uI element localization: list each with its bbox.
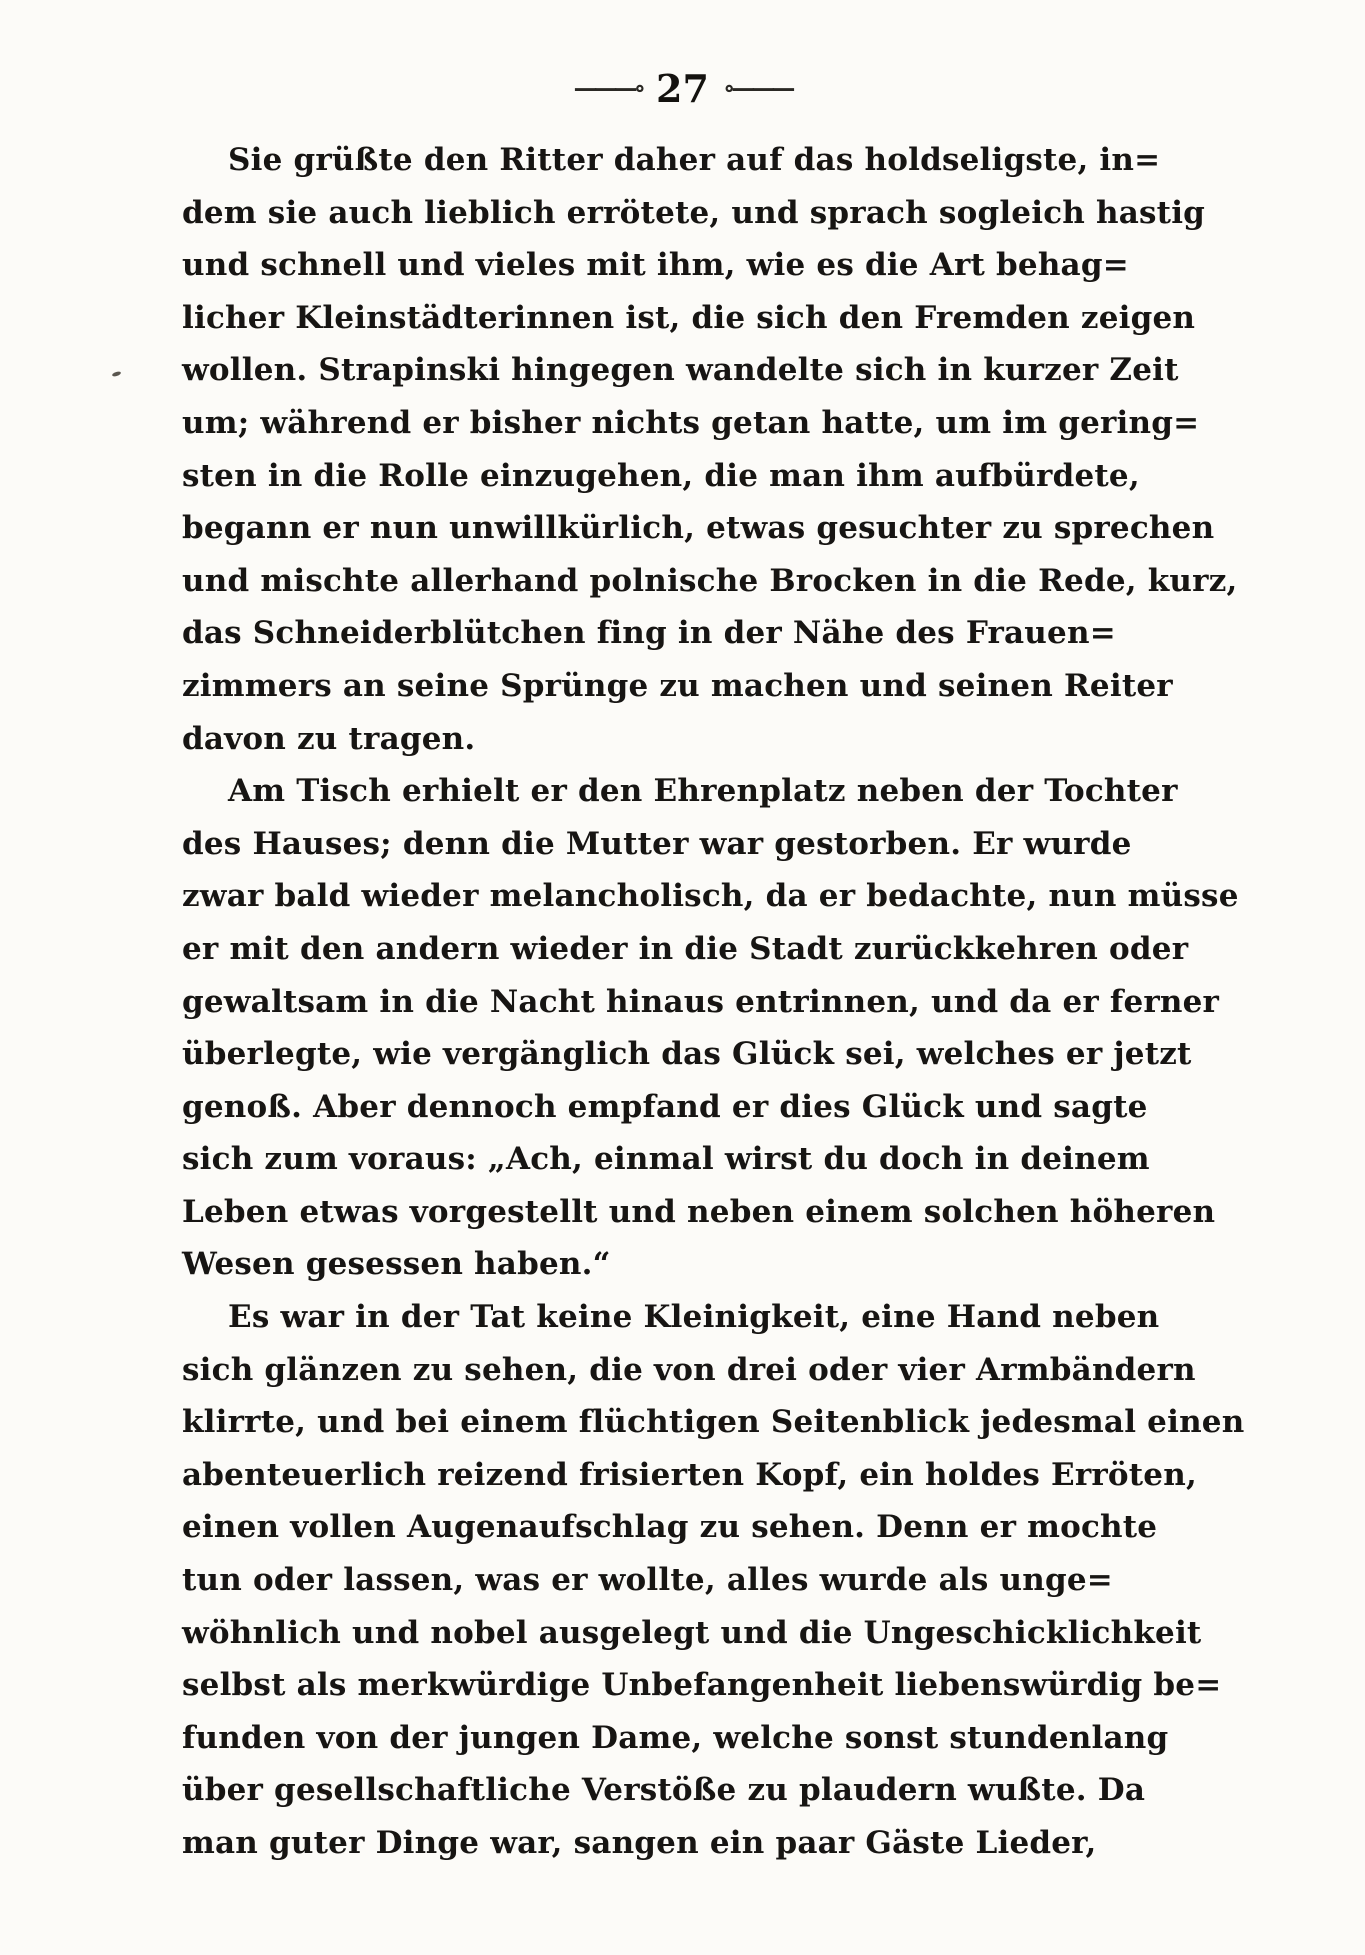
page-header xyxy=(0,66,1365,111)
text-line: sich zum voraus: „Ach, einmal wirst du doch in deinem xyxy=(182,1141,1150,1178)
paragraph xyxy=(182,134,1238,765)
text-line: Leben etwas vorgestellt und neben einem solchen höheren xyxy=(182,1193,1216,1230)
text-line: gewaltsam in die Nacht hinaus entrinnen, und da er ferner xyxy=(182,983,1220,1020)
text-line: Sie grüßte den Ritter daher auf das holdseligste, in= xyxy=(228,142,1161,178)
text-line: einen vollen Augenaufschlag zu sehen. Denn er mochte xyxy=(182,1509,1158,1546)
text-line: selbst als merkwürdige Unbefangenheit liebenswürdig be= xyxy=(182,1667,1222,1704)
text-line: man guter Dinge war, sangen ein paar Gäste Lieder, xyxy=(182,1825,1097,1861)
text-line: dem sie auch lieblich errötete, und sprach sogleich hastig xyxy=(182,194,1206,231)
text-line: zimmers an seine Sprünge zu machen und seinen Reiter xyxy=(182,667,1173,704)
text-line: begann er nun unwillkürlich, etwas gesuchter zu sprechen xyxy=(182,510,1215,547)
text-line: er mit den andern wieder in die Stadt zurückkehren oder xyxy=(182,930,1189,967)
page-number: 27 xyxy=(656,66,709,111)
text-line: um; während er bisher nichts getan hatte, um im gering= xyxy=(182,404,1200,441)
text-line: sten in die Rolle einzugehen, die man ihm aufbürdete, xyxy=(182,457,1140,494)
text-line: licher Kleinstädterinnen ist, die sich den Fremden zeigen xyxy=(182,299,1196,336)
text-line: sich glänzen zu sehen, die von drei oder vier Armbändern xyxy=(182,1351,1196,1388)
header-ornament-right: ∘——— xyxy=(722,73,792,102)
text-line: wöhnlich und nobel ausgelegt und die Ungeschicklichkeit xyxy=(182,1614,1202,1651)
text-line: des Hauses; denn die Mutter war gestorben. Er wurde xyxy=(182,825,1132,862)
text-line: Wesen gesessen haben.“ xyxy=(182,1246,611,1283)
text-line: und schnell und vieles mit ihm, wie es die Art behag= xyxy=(182,247,1129,284)
paragraph xyxy=(182,1291,1245,1870)
text-line: genoß. Aber dennoch empfand er dies Glück und sagte xyxy=(182,1088,1148,1125)
text-line: abenteuerlich reizend frisierten Kopf, ein holdes Erröten, xyxy=(182,1456,1197,1493)
text-line: zwar bald wieder melancholisch, da er bedachte, nun müsse xyxy=(182,878,1239,915)
text-line: über gesellschaftliche Verstöße zu plaudern wußte. Da xyxy=(182,1772,1146,1809)
paragraph xyxy=(182,765,1239,1291)
text-line: wollen. Strapinski hingegen wandelte sich in kurzer Zeit xyxy=(182,352,1179,389)
text-line: und mischte allerhand polnische Brocken in die Rede, kurz, xyxy=(182,562,1238,599)
ink-speck xyxy=(112,371,122,378)
text-line: Am Tisch erhielt er den Ehrenplatz neben der Tochter xyxy=(228,773,1178,810)
text-line: tun oder lassen, was er wollte, alles wurde als unge= xyxy=(182,1562,1113,1599)
text-line: überlegte, wie vergänglich das Glück sei, welches er jetzt xyxy=(182,1036,1192,1073)
header-ornament-left: ———∘ xyxy=(573,73,643,102)
text-line: Es war in der Tat keine Kleinigkeit, eine Hand neben xyxy=(228,1299,1160,1336)
text-line: klirrte, und bei einem flüchtigen Seitenblick jedesmal einen xyxy=(182,1404,1245,1441)
text-block xyxy=(182,134,1245,1870)
text-line: davon zu tragen. xyxy=(182,720,476,757)
text-line: funden von der jungen Dame, welche sonst stundenlang xyxy=(182,1719,1169,1756)
text-line: das Schneiderblütchen fing in der Nähe des Frauen= xyxy=(182,615,1116,652)
